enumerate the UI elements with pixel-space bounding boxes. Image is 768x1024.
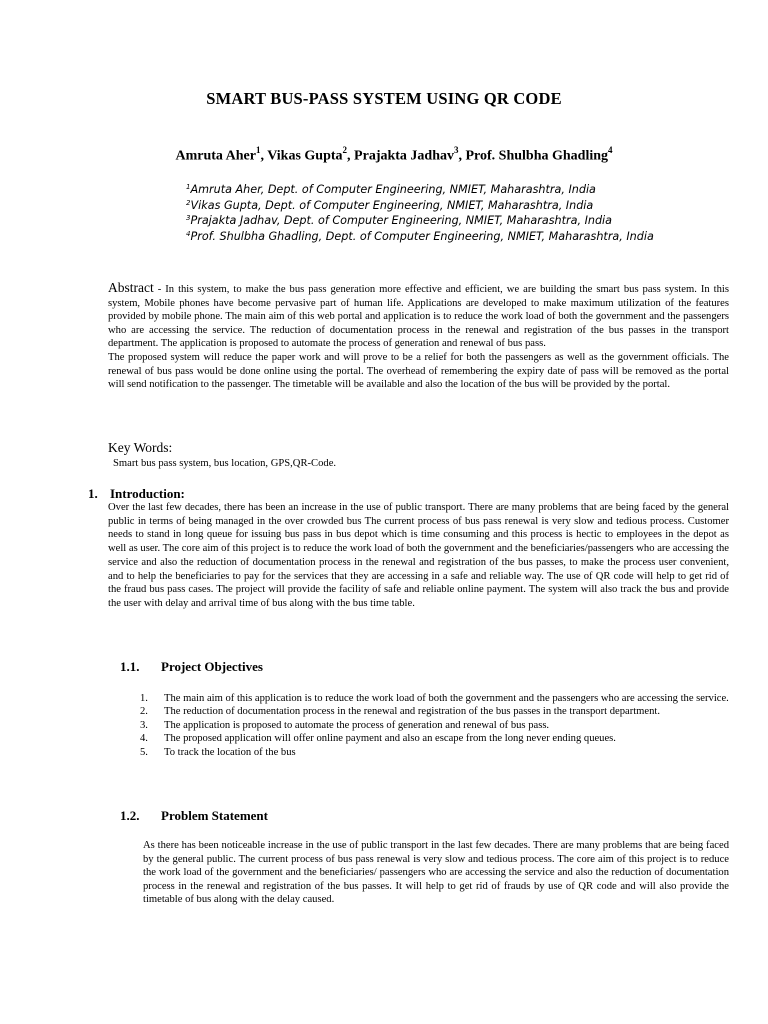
problem-text: As there has been noticeable increase in the use of public transport in the last few decades. There are many problems that are being faced by the general public. The current process of bus pass renewal is very slow and tedious process. The core aim of this project is to reduce the work load of the government and the beneficiaries/ passengers who are accessing the service and also the reduction of documentation process in the renewal and registration of the bus passes. It will help to get rid of frauds by use of QR code and will also provide the timetable of bus along with the delay caused.: [143, 840, 729, 905]
list-item: 5. To track the location of the bus: [140, 746, 296, 758]
problem-heading: 1.2. Problem Statement: [120, 808, 268, 823]
keywords-text: Smart bus pass system, bus location, GPS,QR-Code.: [113, 458, 337, 469]
list-item: 3. The application is proposed to automate the process of generation and renewal of bus pass.: [140, 719, 550, 731]
abstract-paragraph-2: The proposed system will reduce the paper work and will prove to be a relief for both the passengers as well as the government officials. The renewal of bus pass would be done online using the portal. The overhead of remembering the expiry date of pass will be removed as the portal will send notification to the passenger. The timetable will be available and also the location of the bus will be provided by the portal.: [108, 351, 729, 391]
author-name: Prajakta Jadhav: [354, 148, 454, 164]
abstract-heading: Abstract: [108, 280, 154, 295]
objectives-list: [140, 692, 729, 759]
objectives-heading: 1.1. Project Objectives: [120, 659, 263, 674]
affiliation-list: [186, 180, 654, 242]
affiliation-line: $^3$Prajakta Jadhav, Dept. of Computer Engineering, NMIET, Maharashtra, India: [186, 214, 613, 228]
keywords-heading: Key Words:: [108, 440, 173, 455]
author-sup: 3: [454, 145, 459, 155]
affiliation-line: $^2$Vikas Gupta, Dept. of Computer Engineering, NMIET, Maharashtra, India: [186, 198, 594, 212]
abstract-section: [108, 281, 729, 392]
list-item: 1. The main aim of this application is to reduce the work load of both the government and the passengers who are accessing the service.: [140, 693, 729, 704]
author-name: Vikas Gupta: [267, 148, 343, 164]
author-name: Amruta Aher: [175, 148, 256, 164]
introduction-heading: 1. Introduction:: [88, 486, 185, 501]
author-list: Amruta Aher$^1$, Vikas Gupta$^2$, Prajakta Jadhav$^3$, Prof. Shulbha Ghadling$^4$: [175, 145, 613, 164]
introduction-text: Over the last few decades, there has been an increase in the use of public transport. There are many problems that are being faced by the general public in terms of being managed in the over crowded bus The current process of bus pass renewal is very slow and tedious process. Customer needs to stand in long queue for issuing bus pass in bus depot which is time consuming and this process is hectic to employees in the depot as well as user. The core aim of this project is to reduce the work load of both the government and the beneficiaries/passengers who are accessing the service and also the reduction of documentation process in the renewal and registration of the bus passes, to make the process user convenient, and to help the beneficiaries to pay for the services that they are accessing in a safe and reliable way. The use of QR code will help to get rid of the fraud bus pass cases. The project will provide the facility of safe and reliable online payment. The system will also track the bus and provide the user with delay and arrival time of bus along with the bus time table.: [108, 502, 729, 609]
author-sup: 4: [608, 145, 613, 155]
list-item: 2. The reduction of documentation process in the renewal and registration of the bus passes in the transport department.: [140, 706, 660, 718]
author-sup: 1: [255, 145, 261, 155]
abstract-paragraph-1: Abstract - In this system, to make the bus pass generation more effective and efficient, we are building the smart bus pass system. In this system, Mobile phones have become pervasive part of human life. Applications are developed to make maximum utilization of the features provided by mobile phone. The main aim of this web portal and application is to reduce the work load of both the government and the passengers who are accessing the service. The reduction of documentation process in the renewal and registration of the bus passes in the transport department. The application is proposed to automate the process of generation and renewal of bus pass.: [108, 280, 729, 350]
author-sup: 2: [342, 145, 348, 155]
list-item: 4. The proposed application will offer online payment and also an escape from the long never ending queues.: [140, 733, 616, 745]
affiliation-line: $^4$Prof. Shulbha Ghadling, Dept. of Computer Engineering, NMIET, Maharashtra, India: [186, 229, 654, 243]
paper-title: SMART BUS-PASS SYSTEM USING QR CODE: [206, 89, 562, 108]
affiliation-line: $^1$Amruta Aher, Dept. of Computer Engineering, NMIET, Maharashtra, India: [186, 183, 596, 196]
author-name: Prof. Shulbha Ghadling: [465, 148, 609, 164]
